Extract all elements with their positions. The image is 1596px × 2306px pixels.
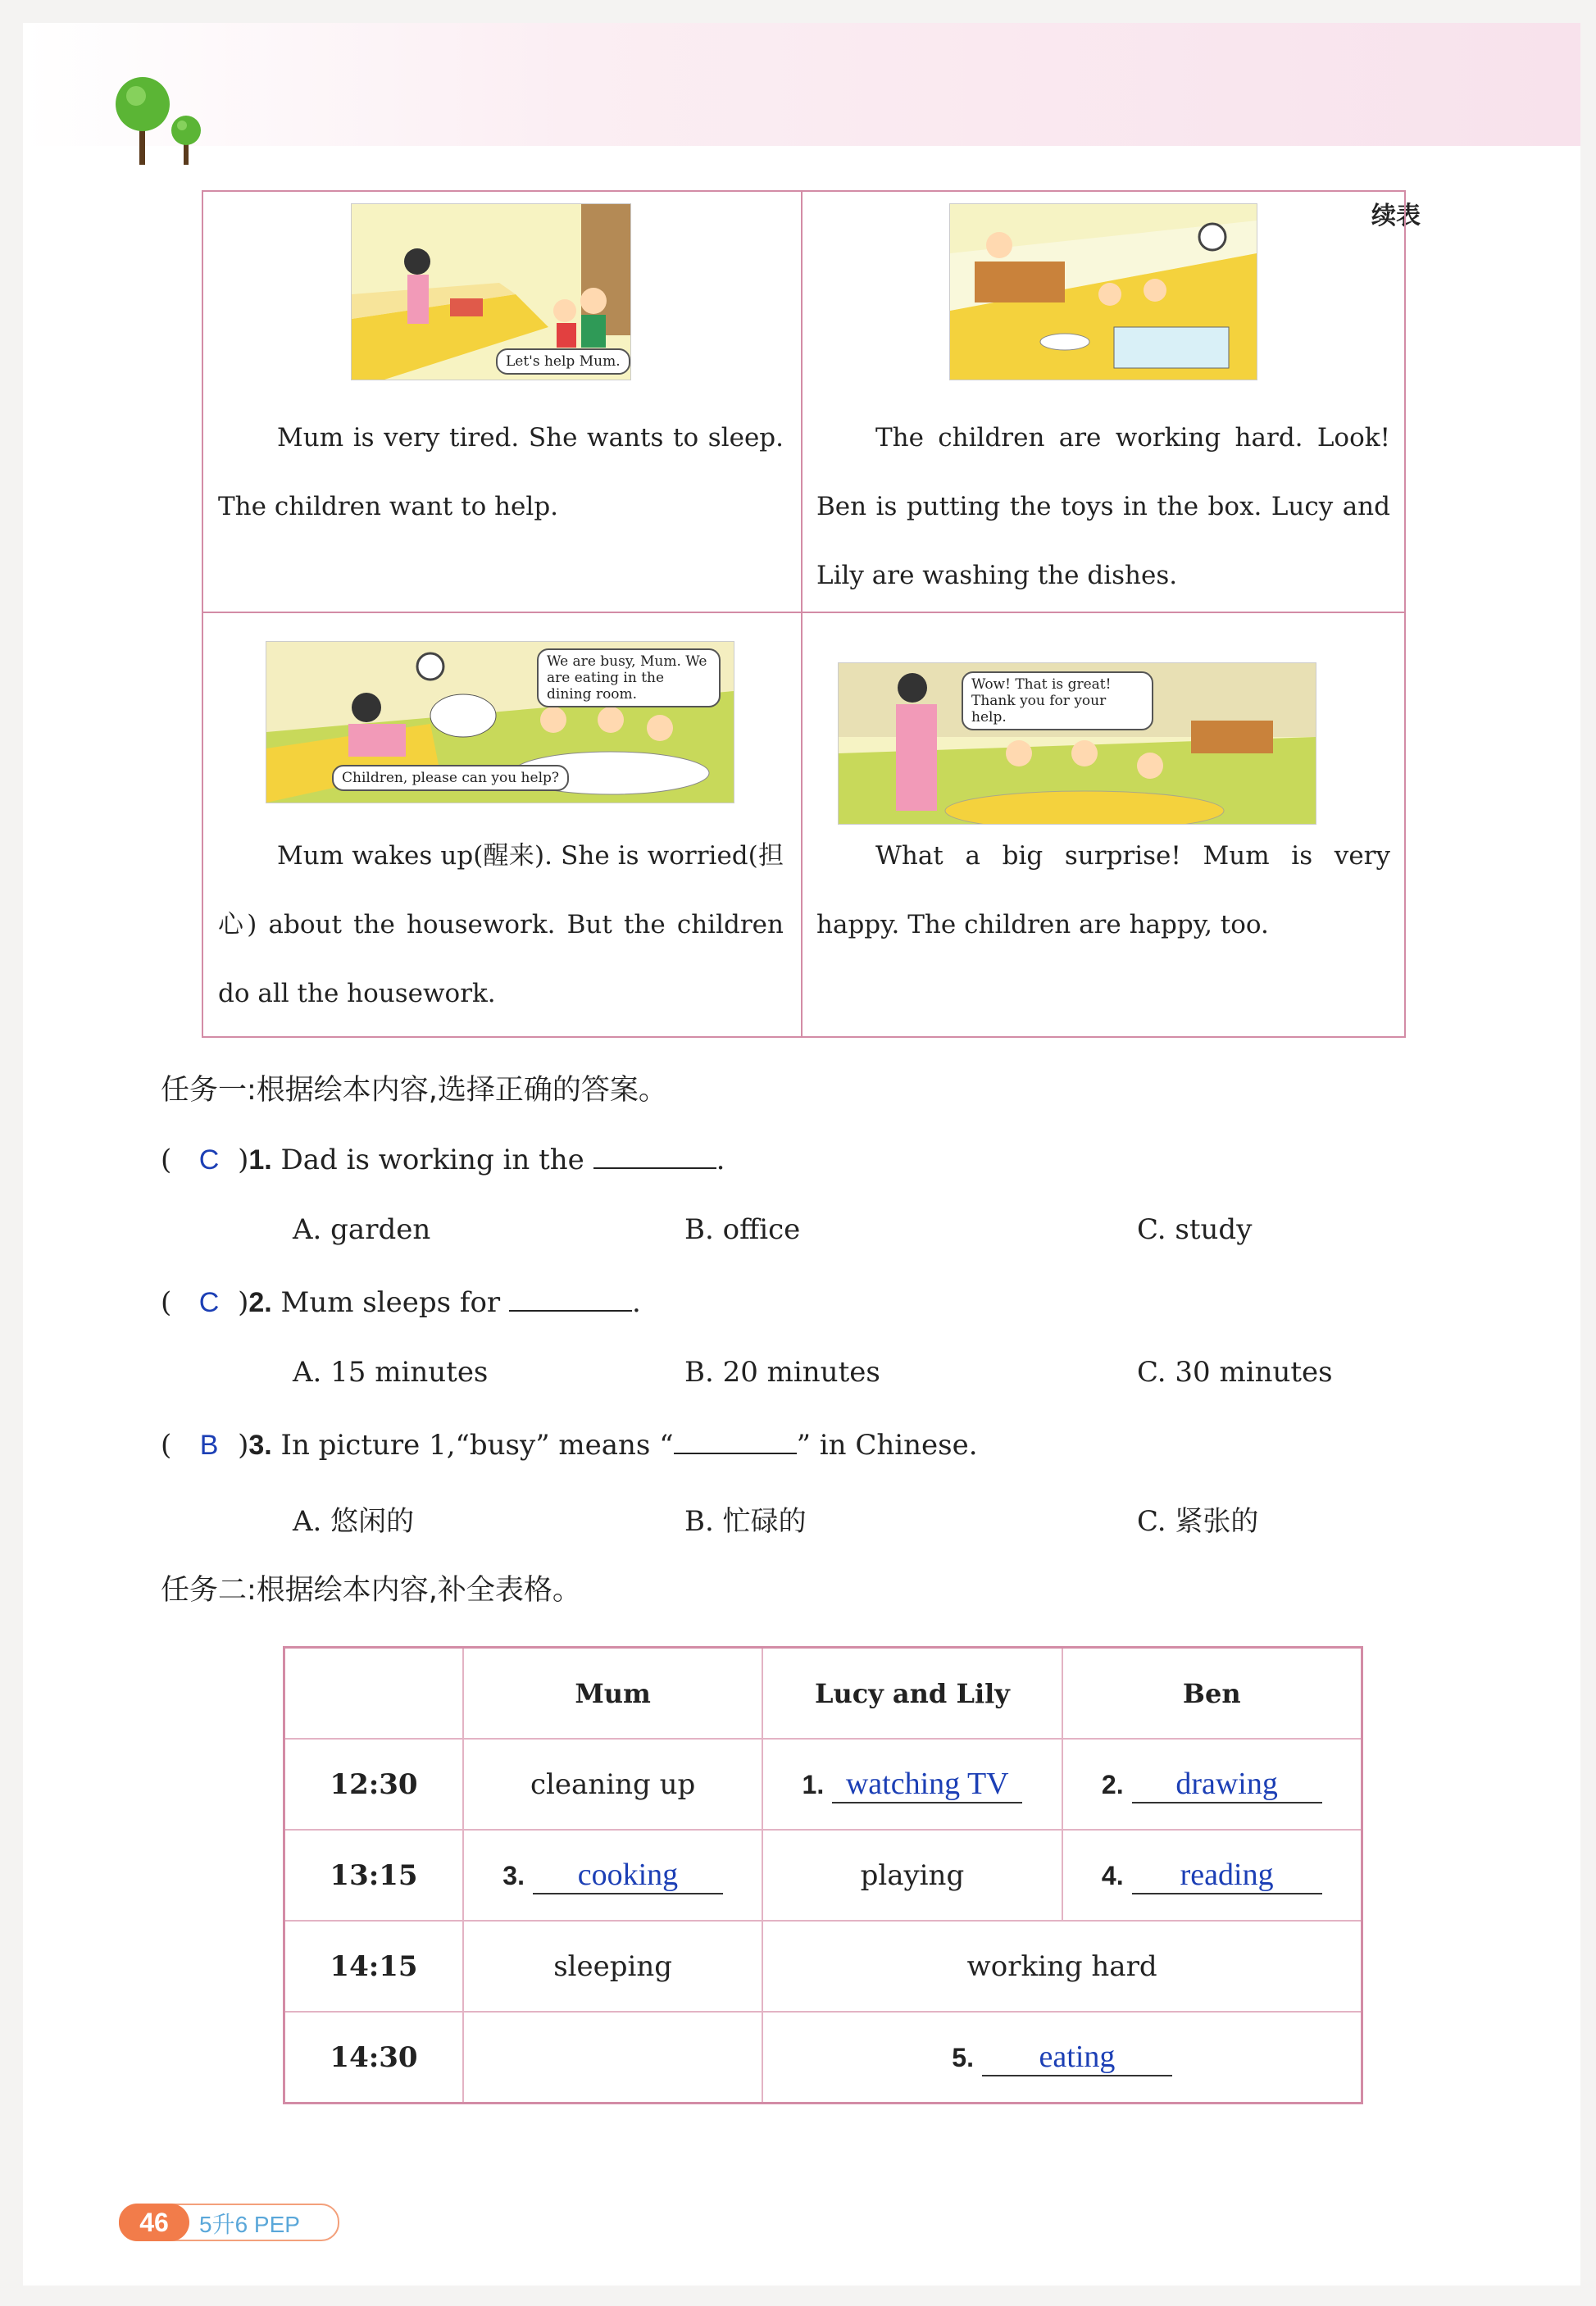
q2-option-c[interactable]: C. 30 minutes — [1137, 1356, 1333, 1389]
tree-logo-icon — [115, 68, 221, 175]
question-3: ( B )3. In picture 1,“busy” means “ ” in Chinese. — [161, 1429, 978, 1462]
q2-option-b[interactable]: B. 20 minutes — [684, 1356, 880, 1389]
activity-table — [283, 1646, 1363, 2104]
picture-4 — [838, 662, 1316, 825]
speech-bubble: Let's help Mum. — [496, 348, 630, 375]
picture-3 — [266, 641, 734, 803]
q1-option-a[interactable]: A. garden — [293, 1213, 431, 1246]
story-text-2: The children are working hard. Look! Ben is putting the toys in the box. Lucy and Lily are washing the dishes. — [816, 423, 1390, 590]
continued-label: 续表 — [1371, 202, 1421, 230]
table-row: 13:15 3. cooking playing 4. reading — [284, 1830, 1362, 1921]
header-ben: Ben — [1062, 1648, 1362, 1740]
q3-option-c[interactable]: C. 紧张的 — [1137, 1505, 1259, 1538]
q3-option-b[interactable]: B. 忙碌的 — [684, 1505, 807, 1538]
q1-option-b[interactable]: B. office — [684, 1213, 801, 1246]
table-row: 14:15 sleeping working hard — [284, 1921, 1362, 2012]
q2-option-a[interactable]: A. 15 minutes — [293, 1356, 489, 1389]
blank-3[interactable]: cooking — [533, 1857, 723, 1894]
picture-1 — [351, 203, 631, 380]
speech-bubble-mum: Children, please can you help? — [332, 765, 569, 791]
page-number: 46 — [119, 2204, 189, 2241]
header-empty — [284, 1648, 464, 1740]
table-header-row — [284, 1648, 1362, 1740]
speech-bubble-children: We are busy, Mum. We are eating in the dining room. — [537, 648, 721, 707]
task1-title: 任务一:根据绘本内容,选择正确的答案。 — [161, 1074, 667, 1107]
header-band — [23, 23, 1580, 146]
q3-option-a[interactable]: A. 悠闲的 — [293, 1505, 415, 1538]
story-text-3: Mum wakes up(醒来). She is worried(担心) about the housework. But the children do all the housework. — [218, 841, 784, 1008]
answer-1: C — [198, 1144, 220, 1176]
picture-2 — [949, 203, 1257, 380]
task2-title: 任务二:根据绘本内容,补全表格。 — [161, 1574, 581, 1607]
story-text-4: What a big surprise! Mum is very happy. The children are happy, too. — [816, 841, 1390, 939]
question-1: ( C )1. Dad is working in the . — [161, 1144, 725, 1176]
story-text-1: Mum is very tired. She wants to sleep. The children want to help. — [218, 423, 784, 521]
blank-2[interactable]: drawing — [1132, 1766, 1322, 1803]
blank-1[interactable]: watching TV — [832, 1766, 1022, 1803]
q1-option-c[interactable]: C. study — [1137, 1213, 1253, 1246]
answer-2: C — [198, 1287, 220, 1318]
answer-3: B — [199, 1430, 219, 1461]
blank-5[interactable]: eating — [982, 2039, 1172, 2076]
blank-4[interactable]: reading — [1132, 1857, 1322, 1894]
story-grid — [202, 190, 1406, 1038]
book-label: 5升6 PEP — [199, 2212, 300, 2237]
speech-bubble-mum-thanks: Wow! That is great! Thank you for your help. — [962, 671, 1153, 730]
header-lucy-lily: Lucy and Lily — [762, 1648, 1062, 1740]
table-row: 12:30 cleaning up 1. watching TV 2. drawing — [284, 1739, 1362, 1830]
question-2: ( C )2. Mum sleeps for . — [161, 1286, 641, 1319]
table-row: 14:30 5. eating — [284, 2012, 1362, 2104]
header-mum: Mum — [463, 1648, 762, 1740]
